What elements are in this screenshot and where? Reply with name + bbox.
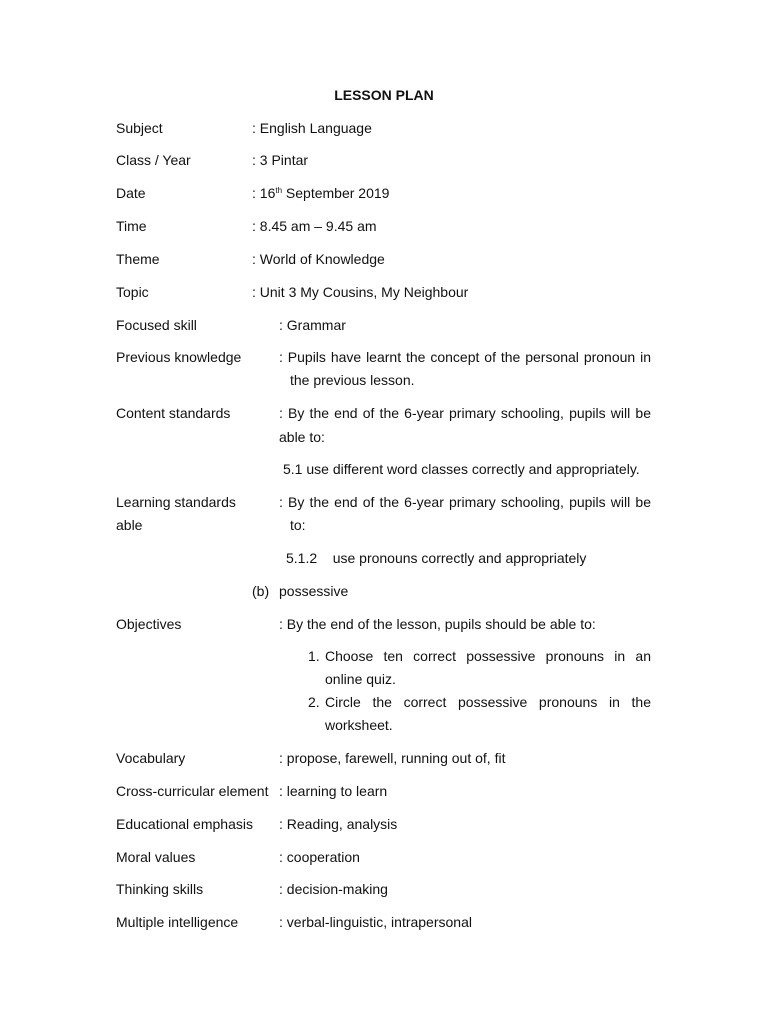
vocabulary-value: : propose, farewell, running out of, fit [279,750,506,766]
class-year-value: : 3 Pintar [252,152,309,168]
focused-skill-value: : Grammar [279,317,346,333]
learning-standards-sub-marker: (b) [252,583,270,599]
class-year-label: Class / Year [116,152,191,168]
theme-value: : World of Knowledge [252,251,385,267]
previous-knowledge-label: Previous knowledge [116,349,242,365]
date-label: Date [116,185,146,201]
content-standards-line1: : By the end of the 6-year primary schooling, pupils will be [279,405,651,421]
cross-curricular-label: Cross-curricular element [116,783,269,799]
time-label: Time [116,218,147,234]
multiple-intelligence-value: : verbal-linguistic, intrapersonal [279,914,472,930]
date-value-suffix: September 2019 [282,185,390,201]
page-title: LESSON PLAN [334,87,434,103]
subject-value: : English Language [252,120,372,136]
objectives-label: Objectives [116,616,182,632]
educational-emphasis-label: Educational emphasis [116,816,253,832]
previous-knowledge-line1: : Pupils have learnt the concept of the personal pronoun in [279,349,651,365]
theme-label: Theme [116,251,160,267]
topic-value: : Unit 3 My Cousins, My Neighbour [252,284,469,300]
vocabulary-label: Vocabulary [116,750,186,766]
content-standards-item: 5.1 use different word classes correctly and appropriately. [283,461,640,477]
objective-2-number: 2. [308,694,320,710]
learning-standards-label-line2: able [116,517,143,533]
multiple-intelligence-label: Multiple intelligence [116,914,239,930]
objective-2-line2: worksheet. [325,717,393,733]
previous-knowledge-line2: the previous lesson. [290,372,415,388]
date-value-prefix: : 16 [252,185,276,201]
cross-curricular-value: : learning to learn [279,783,388,799]
objective-1-line2: online quiz. [325,671,396,687]
learning-standards-item: 5.1.2 use pronouns correctly and appropriately [286,550,587,566]
content-standards-line2: able to: [279,429,325,445]
objective-1-number: 1. [308,648,320,664]
content-standards-label: Content standards [116,405,231,421]
learning-standards-line2: to: [290,517,306,533]
focused-skill-label: Focused skill [116,317,197,333]
date-value [252,184,389,202]
objective-1-line1: Choose ten correct possessive pronouns in an [325,648,651,664]
educational-emphasis-value: : Reading, analysis [279,816,398,832]
time-value: : 8.45 am – 9.45 am [252,218,377,234]
learning-standards-label: Learning standards [116,494,236,510]
moral-values-label: Moral values [116,849,196,865]
subject-label: Subject [116,120,163,136]
moral-values-value: : cooperation [279,849,360,865]
learning-standards-sub-item: possessive [279,583,349,599]
objective-2-line1: Circle the correct possessive pronouns in the [325,694,651,710]
learning-standards-line1: : By the end of the 6-year primary schooling, pupils will be [279,494,651,510]
thinking-skills-value: : decision-making [279,881,388,897]
objectives-intro: : By the end of the lesson, pupils should be able to: [279,616,596,632]
thinking-skills-label: Thinking skills [116,881,204,897]
topic-label: Topic [116,284,149,300]
date-value-sup: th [275,186,283,195]
